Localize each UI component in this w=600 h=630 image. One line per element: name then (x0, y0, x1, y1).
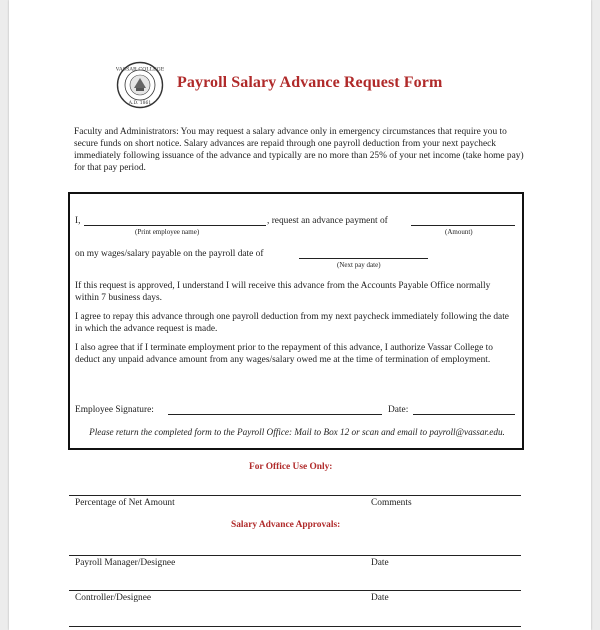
employee-signature-label: Employee Signature: (75, 405, 154, 415)
manager-date-label: Date (371, 558, 389, 568)
amount-field[interactable] (411, 225, 515, 226)
office-top-rule (69, 495, 521, 496)
comments-label: Comments (371, 498, 412, 508)
request-advance-text: , request an advance payment of (267, 216, 388, 226)
manager-rule (69, 555, 521, 556)
signature-date-field[interactable] (413, 414, 515, 415)
signature-date-label: Date: (388, 405, 409, 415)
payroll-manager-label: Payroll Manager/Designee (75, 558, 176, 568)
office-use-heading: For Office Use Only: (249, 462, 333, 472)
controller-rule (69, 590, 521, 591)
approval-paragraph: If this request is approved, I understand I will receive this advance from the Accounts Payable Office normally within 7 business days. (75, 281, 491, 303)
svg-text:VASSAR COLLEGE: VASSAR COLLEGE (116, 66, 164, 73)
college-seal-logo (116, 61, 164, 109)
i-label: I, (75, 216, 81, 226)
controller-date-label: Date (371, 593, 389, 603)
svg-text:A.D. 1861: A.D. 1861 (128, 101, 152, 106)
next-pay-hint: (Next pay date) (337, 261, 381, 269)
bottom-rule (69, 626, 521, 627)
percentage-net-label: Percentage of Net Amount (75, 498, 175, 508)
employee-name-field[interactable] (84, 225, 266, 226)
approvals-heading: Salary Advance Approvals: (231, 520, 341, 530)
form-title: Payroll Salary Advance Request Form (177, 74, 443, 91)
return-note: Please return the completed form to the Payroll Office: Mail to Box 12 or scan and email to payroll@vassar.edu. (89, 427, 505, 437)
terminate-paragraph: I also agree that if I terminate employment prior to the repayment of this advance, I authorize Vassar College to deduct any unpaid advance amount from any wages/salary owed me at the time of termination of employment. (75, 343, 493, 365)
amount-hint: (Amount) (445, 228, 473, 236)
form-page (9, 0, 591, 630)
repay-paragraph: I agree to repay this advance through one payroll deduction from my next paycheck immediately following the date in which the advance request is made. (75, 312, 509, 334)
controller-label: Controller/Designee (75, 593, 152, 603)
print-name-hint: (Print employee name) (135, 228, 200, 236)
intro-text: Faculty and Administrators: You may request a salary advance only in emergency circumstances that require you to secure funds on short notice. Salary advances are repaid through one payroll deduction from your next paycheck immediately following issuance of the advance and typically are no more than 25% of your net income (take home pay) for that pay period. (74, 127, 524, 173)
next-pay-date-field[interactable] (299, 258, 428, 259)
employee-signature-field[interactable] (168, 414, 382, 415)
wages-text: on my wages/salary payable on the payroll date of (75, 249, 264, 259)
